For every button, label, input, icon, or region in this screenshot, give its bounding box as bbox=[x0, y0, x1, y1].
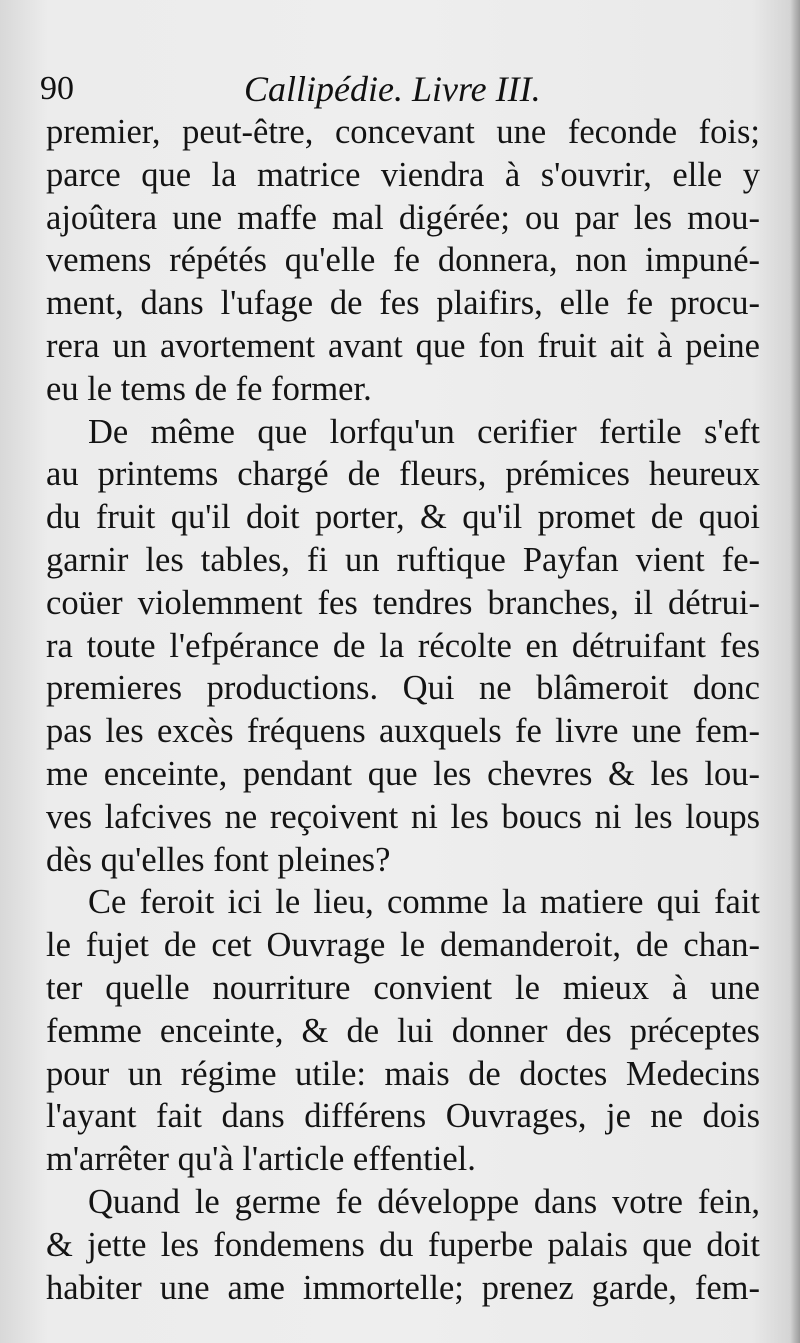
text-line: eu le tems de fe former. bbox=[46, 369, 372, 408]
page-header bbox=[40, 66, 760, 116]
paragraph-4 bbox=[46, 1181, 760, 1309]
page-edge-shadow bbox=[790, 0, 800, 1343]
text-line: dès qu'elles font pleines? bbox=[46, 840, 391, 879]
text-line: le fujet de cet Ouvrage le demanderoit, de chan- bbox=[46, 926, 760, 965]
text-line: garnir les tables, fi un ruftique Payfan vient fe- bbox=[46, 540, 760, 579]
text-line: parce que la matrice viendra à s'ouvrir, elle y bbox=[46, 155, 760, 194]
text-line: vemens répétés qu'elle fe donnera, non impuné- bbox=[46, 241, 760, 280]
text-line: ra toute l'efpérance de la récolte en détruifant fes bbox=[46, 626, 760, 665]
text-line: ajoûtera une maffe mal digérée; ou par les mou- bbox=[46, 198, 760, 237]
paragraph-1 bbox=[46, 111, 760, 411]
text-line: pas les excès fréquens auxquels fe livre une fem- bbox=[46, 712, 760, 751]
text-line: De même que lorfqu'un cerifier fertile s'eft bbox=[88, 412, 760, 451]
paragraph-2 bbox=[46, 411, 760, 882]
text-line: premieres productions. Qui ne blâmeroit donc bbox=[46, 669, 760, 708]
text-line: me enceinte, pendant que les chevres & les lou- bbox=[46, 754, 760, 793]
text-line: ter quelle nourriture convient le mieux à une bbox=[46, 968, 760, 1007]
page-number: 90 bbox=[40, 70, 74, 107]
text-line: pour un régime utile: mais de doctes Medecins bbox=[46, 1054, 760, 1093]
text-line: ves lafcives ne reçoivent ni les boucs ni les loups bbox=[46, 797, 760, 836]
text-line: & jette les fondemens du fuperbe palais que doit bbox=[46, 1225, 760, 1264]
running-title: Callipédie. Livre III. bbox=[244, 69, 541, 109]
text-line: habiter une ame immortelle; prenez garde, fem- bbox=[46, 1268, 760, 1307]
text-line: l'ayant fait dans différens Ouvrages, je ne dois bbox=[46, 1097, 760, 1136]
paragraph-3 bbox=[46, 881, 760, 1181]
text-line: m'arrêter qu'à l'article effentiel. bbox=[46, 1140, 476, 1179]
text-line: femme enceinte, & de lui donner des préceptes bbox=[46, 1011, 760, 1050]
text-line: rera un avortement avant que fon fruit ait à peine bbox=[46, 326, 760, 365]
body-text bbox=[46, 111, 760, 1309]
text-line: au printems chargé de fleurs, prémices heureux bbox=[46, 455, 760, 494]
text-line: du fruit qu'il doit porter, & qu'il promet de quoi bbox=[46, 498, 760, 537]
text-line: premier, peut-être, concevant une feconde fois; bbox=[46, 113, 760, 151]
text-line: coüer violemment fes tendres branches, il détrui- bbox=[46, 583, 760, 622]
text-line: Quand le germe fe développe dans votre fein, bbox=[88, 1182, 760, 1221]
text-line: ment, dans l'ufage de fes plaifirs, elle fe procu- bbox=[46, 284, 760, 323]
text-line: Ce feroit ici le lieu, comme la matiere qui fait bbox=[88, 883, 760, 922]
